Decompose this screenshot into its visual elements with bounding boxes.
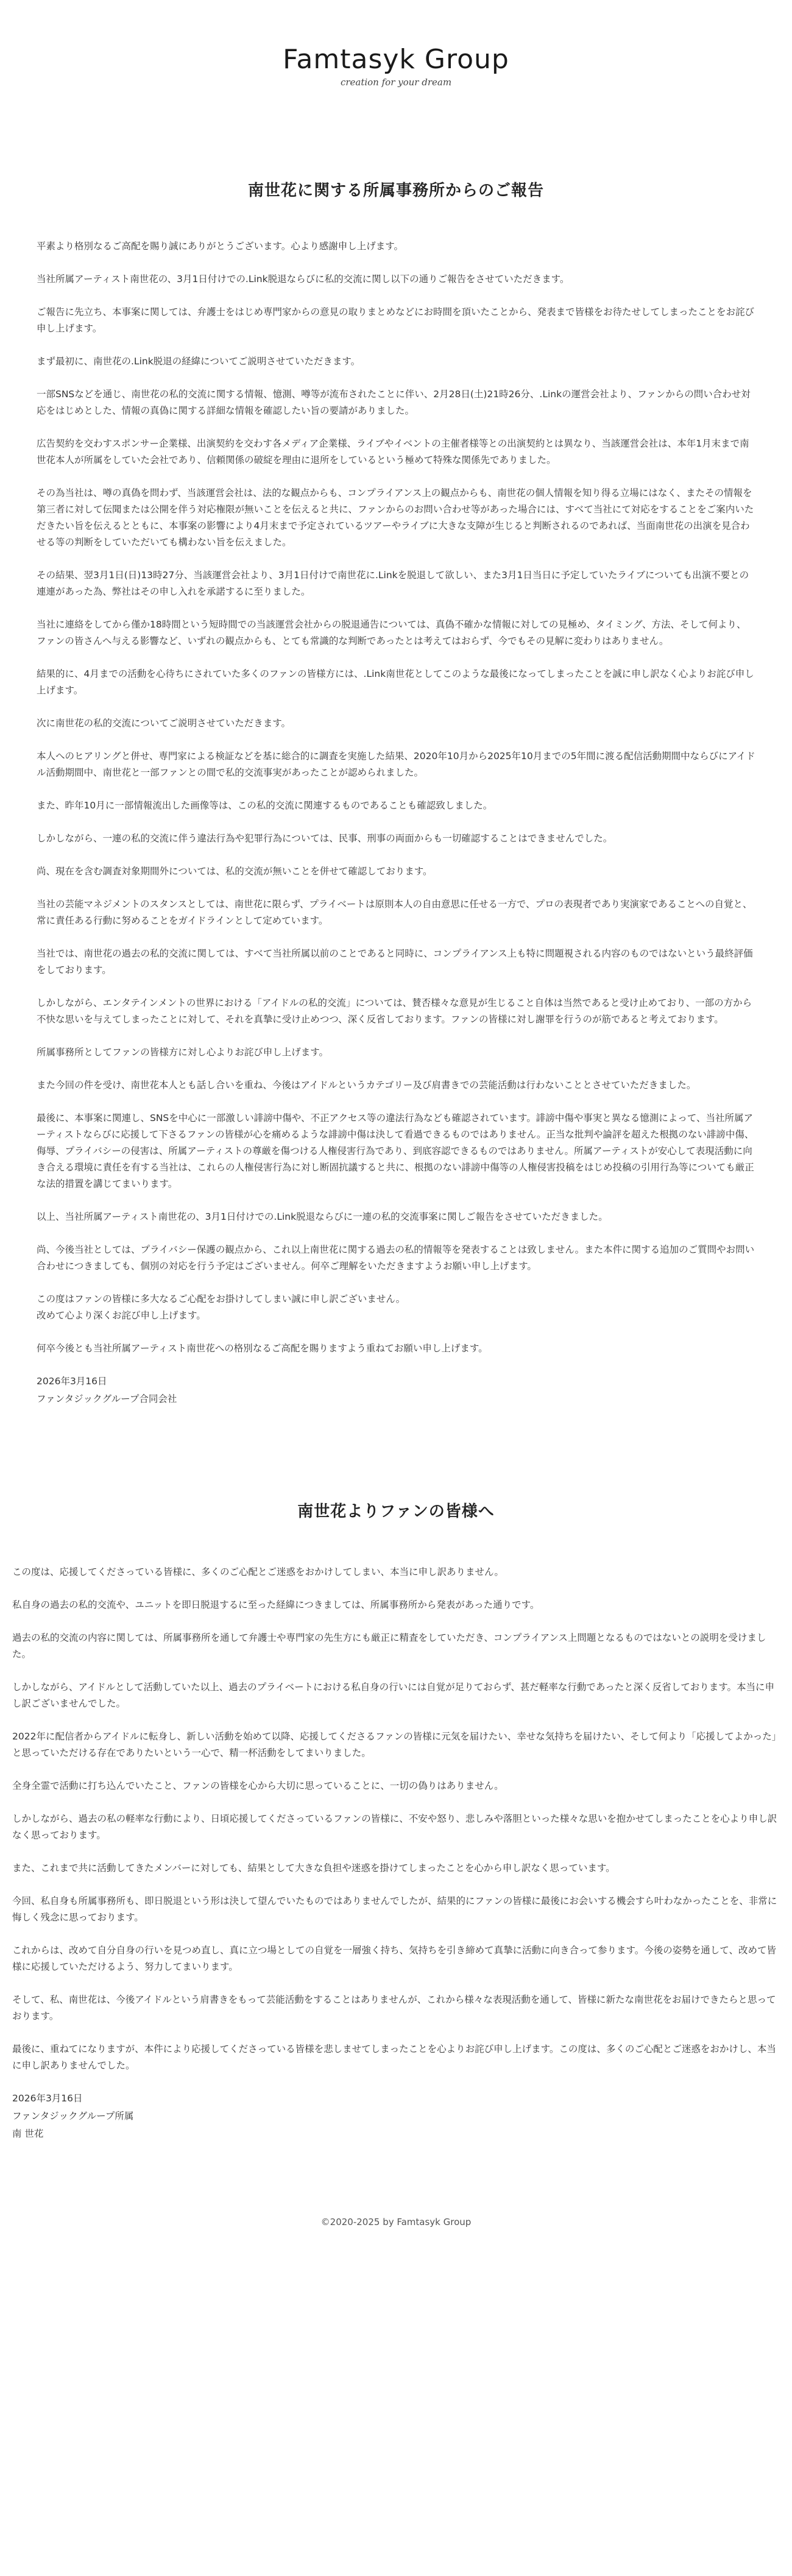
letter-paragraph: これからは、改めて自分自身の行いを見つめ直し、真に立つ場としての自覚を一層強く持ち、気持ちを引き締めて真摯に活動に向き合って参ります。今後の姿勢を通して、改めて皆様に応援していただけるよう、努力してまいります。 — [12, 1945, 776, 1972]
notice-paragraph: しかしながら、エンタテインメントの世界における「アイドルの私的交流」については、賛否様々な意見が生じること自体は当然であると受け止めており、一部の方から不快な思いを与えてしまったことに対して、それを真摯に受け止めつつ、深く反省しております。ファンの皆様に対し謝罪を行うのが筋であると考えております。 — [37, 997, 752, 1025]
letter-paragraph: しかしながら、過去の私の軽率な行動により、日頃応援してくださっているファンの皆様に、不安や怒り、悲しみや落胆といった様々な思いを抱かせてしまったことを心より申し訳なく思っております。 — [12, 1813, 777, 1841]
notice-paragraph: 次に南世花の私的交流についてご説明させていただきます。 — [37, 718, 291, 729]
site-header — [0, 0, 792, 117]
letter-paragraph: 過去の私的交流の内容に関しては、所属事務所を通して弁護士や専門家の先生方にも厳正に精査をしていただき、コンプライアンス上問題となるものではないとの説明を受けました。 — [12, 1632, 766, 1660]
notice-paragraph: 当社所属アーティスト南世花の、3月1日付けでの.Link脱退ならびに私的交流に関し以下の通りご報告をさせていただきます。 — [37, 274, 570, 285]
notice-paragraph: 当社では、南世花の過去の私的交流に関しては、すべて当社所属以前のことであると同時に、コンプライアンス上も特に問題視される内容のものではないという最終評価をしております。 — [37, 948, 753, 975]
notice-paragraph: 広告契約を交わすスポンサー企業様、出演契約を交わす各メディア企業様、ライブやイベントの主催者様等との出演契約とは異なり、当該運営会社は、本年1月末まで南世花本人が所属をしていた会社であり、信頼関係の破綻を理由に退所をしているという極めて特殊な関係先でありました。 — [37, 438, 749, 465]
letter-paragraph: しかしながら、アイドルとして活動していた以上、過去のプライベートにおける私自身の行いには自覚が足りておらず、甚だ軽率な行動であったと深く反省しております。本当に申し訳ございませんでした。 — [12, 1682, 775, 1709]
copyright-text: ©2020-2025 by Famtasyk Group — [320, 2217, 472, 2227]
notice-paragraph: しかしながら、一連の私的交流に伴う違法行為や犯罪行為については、民事、刑事の両面からも一切確認することはできませんでした。 — [37, 833, 613, 844]
notice-paragraph: 当社の芸能マネジメントのスタンスとしては、南世花に限らず、プライベートは原則本人の自由意思に任せる一方で、プロの表現者であり実演家であることへの自覚と、常に責任ある行動に努めることをガイドラインとして定めています。 — [37, 899, 752, 926]
letter-paragraph: 最後に、重ねてになりますが、本件により応援してくださっている皆様を悲しませてしまったことを心よりお詫び申し上げます。この度は、多くのご心配とご迷惑をおかけし、本当に申し訳ありませんでした。 — [12, 2043, 776, 2071]
letter-paragraph: この度は、応援してくださっている皆様に、多くのご心配とご迷惑をおかけしてしまい、本当に申し訳ありません。 — [12, 1566, 504, 1577]
notice-paragraph: その結果、翌3月1日(日)13時27分、当該運営会社より、3月1日付けで南世花に.Linkを脱退して欲しい、また3月1日当日に予定していたライブについても出演不要との連連があった為、弊社はその申し入れを承諾するに至りました。 — [37, 570, 749, 597]
notice-company: ファンタジックグループ合同会社 — [37, 1393, 177, 1404]
site-logo[interactable]: Famtasyk Group — [283, 44, 509, 75]
notice-paragraph: 所属事務所としてファンの皆様方に対し心よりお詫び申し上げます。 — [37, 1047, 328, 1058]
letter-company: ファンタジックグループ所属 — [12, 2111, 134, 2121]
notice-paragraph: まず最初に、南世花の.Link脱退の経緯についてご説明させていただきます。 — [37, 356, 361, 367]
notice-paragraph: この度はファンの皆様に多大なるご心配をお掛けしてしまい誠に申し訳ございません。 改めて心より深くお詫び申し上げます。 — [37, 1293, 406, 1321]
letter-paragraph: 今回、私自身も所属事務所も、即日脱退という形は決して望んでいたものではありませんでしたが、結果的にファンの皆様に最後にお会いする機会すら叶わなかったことを、非常に悔しく残念に思っております。 — [12, 1895, 777, 1923]
letter-date: 2026年3月16日 — [12, 2093, 83, 2104]
notice-signature — [37, 1373, 755, 1407]
letter-paragraph: そして、私、南世花は、今後アイドルという肩書きをもって芸能活動をすることはありませんが、これから様々な表現活動を通して、皆様に新たな南世花をお届けできたらと思っております。 — [12, 1994, 776, 2022]
letter-signature — [6, 2090, 786, 2142]
notice-paragraph: 何卒今後とも当社所属アーティスト南世花への格別なるご高配を賜りますよう重ねてお願い申し上げます。 — [37, 1343, 488, 1354]
notice-date: 2026年3月16日 — [37, 1376, 107, 1387]
notice-paragraph: また今回の件を受け、南世花本人とも話し合いを重ね、今後はアイドルというカテゴリー及び肩書きでの芸能活動は行わないこととさせていただきました。 — [37, 1080, 696, 1091]
letter-title: 南世花よりファンの皆様へ — [297, 1502, 495, 1521]
notice-paragraph: 一部SNSなどを通じ、南世花の私的交流に関する情報、憶測、噂等が流布されたことに伴い、2月28日(土)21時26分、.Linkの運営会社より、ファンからの問い合わせ対応をはじめとした、情報の真偽に関する詳細な情報を確認したい旨の要請がありました。 — [37, 389, 751, 416]
letter-paragraph: また、これまで共に活動してきたメンバーに対しても、結果として大きな負担や迷惑を掛けてしまったことを心から申し訳なく思っています。 — [12, 1863, 615, 1874]
letter-paragraph: 全身全霊で活動に打ち込んでいたこと、ファンの皆様を心から大切に思っていることに、一切の偽りはありません。 — [12, 1780, 504, 1791]
notice-paragraph: 尚、今後当社としては、プライバシー保護の観点から、これ以上南世花に関する過去の私的情報等を発表することは致しません。また本件に関する追加のご質問やお問い合わせにつきましても、個別の対応を行う予定はございません。何卒ご理解をいただきますようお願い申し上げます。 — [37, 1244, 755, 1272]
notice-paragraph: 平素より格別なるご高配を賜り誠にありがとうございます。心より感謝申し上げます。 — [37, 241, 404, 252]
notice-body — [37, 238, 755, 1357]
letter-paragraph: 私自身の過去の私的交流や、ユニットを即日脱退するに至った経緯につきましては、所属事務所から発表があった通りです。 — [12, 1599, 540, 1610]
letter-paragraph: 2022年に配信者からアイドルに転身し、新しい活動を始めて以降、応援してくださるファンの皆様に元気を届けたい、幸せな気持ちを届けたい、そして何より「応援してよかった」と思っていただける存在でありたいという一心で、精一杯活動をしてまいりました。 — [12, 1731, 777, 1758]
agency-notice-section — [37, 178, 755, 1407]
letter-author-name: 南 世花 — [12, 2128, 44, 2139]
fan-letter-section — [6, 1499, 786, 2142]
notice-paragraph: また、昨年10月に一部情報流出した画像等は、この私的交流に関連するものであることも確認致しました。 — [37, 800, 493, 811]
site-footer — [0, 2143, 792, 2252]
notice-paragraph: その為当社は、噂の真偽を問わず、当該運営会社は、法的な観点からも、コンプライアンス上の観点からも、南世花の個人情報を知り得る立場にはなく、またその情報を第三者に対して伝聞または公開を伴う対応権限が無いことを伝えると共に、ファンからのお問い合わせ等があった場合には、すべて当社にて対応をすることをご案内いただきたい旨を伝えるとともに、本事案の影響により4月末まで予定されているツアーやライブに大きな支障が生じると判断されるのであれば、当面南世花の出演を見合わせる等の判断をしていただいても構わない旨を伝えました。 — [37, 487, 754, 548]
notice-paragraph: 尚、現在を含む調査対象期間外については、私的交流が無いことを併せて確認しております。 — [37, 866, 433, 877]
notice-paragraph: ご報告に先立ち、本事案に関しては、弁護士をはじめ専門家からの意見の取りまとめなどにお時間を頂いたことから、発表まで皆様をお待たせしてしまったことをお詫び申し上げます。 — [37, 306, 755, 334]
notice-paragraph: 当社に連絡をしてから僅か18時間という短時間での当該運営会社からの脱退通告については、真偽不確かな情報に対しての見極め、タイミング、方法、そして何より、ファンの皆さんへ与える影響など、いずれの観点からも、とても常識的な判断であったとは考えてはおらず、今でもその見解に変わりはありません。 — [37, 619, 746, 646]
notice-paragraph: 結果的に、4月までの活動を心待ちにされていた多くのファンの皆様方には、.Link南世花としてこのような最後になってしまったことを誠に申し訳なく心よりお詫び申し上げます。 — [37, 668, 754, 696]
letter-body — [6, 1564, 786, 2074]
notice-paragraph: 本人へのヒアリングと併せ、専門家による検証などを基に総合的に調査を実施した結果、2020年10月から2025年10月までの5年間に渡る配信活動期間中ならびにアイドル活動期間中、南世花と一部ファンとの間で私的交流事実があったことが認められました。 — [37, 751, 755, 778]
site-tagline: creation for your dream — [340, 77, 452, 88]
notice-title: 南世花に関する所属事務所からのご報告 — [247, 182, 544, 200]
notice-paragraph: 最後に、本事案に関連し、SNSを中心に一部激しい誹謗中傷や、不正アクセス等の違法行為なども確認されています。誹謗中傷や事実と異なる憶測によって、当社所属アーティストならびに応援して下さるファンの皆様が心を痛めるような誹謗中傷は決して看過できるものではありません。正当な批判や論評を超えた根拠のない誹謗中傷、侮辱、プライバシーの侵害は、所属アーティストの尊厳を傷つける人権侵害行為であり、到底容認できるものではありません。所属アーティストが安心して表現活動に向き合える環境に責任を有する当社は、これらの人権侵害行為に対し断固抗議すると共に、根拠のない誹謗中傷等の人権侵害投稿をはじめ投稿の引用行為等についても厳正な法的措置を講じてまいります。 — [37, 1113, 754, 1189]
notice-paragraph: 以上、当社所属アーティスト南世花の、3月1日付けでの.Link脱退ならびに一連の私的交流事案に関しご報告をさせていただきました。 — [37, 1211, 608, 1222]
